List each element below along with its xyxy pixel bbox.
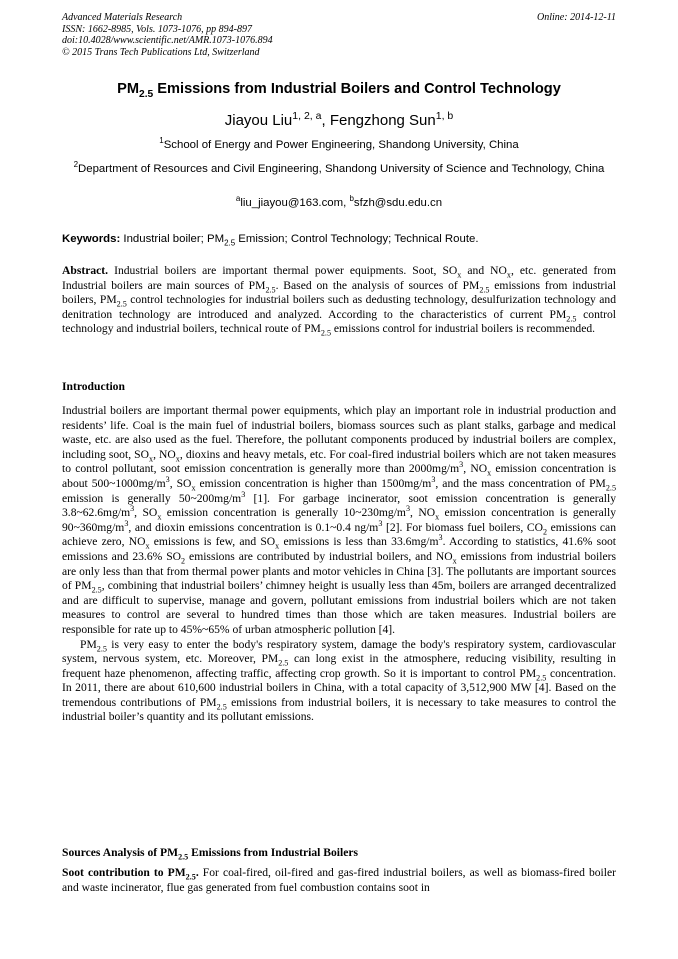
paragraph-text: , SO bbox=[169, 476, 192, 490]
subscript: 2.5 bbox=[320, 328, 332, 338]
author-1-sup: 1, 2, a bbox=[292, 110, 322, 122]
paragraph-text: For coal-fired, oil-fired and gas-fired industrial boilers, as well as biomass-fired boiler and waste incinerator, flue gas generated from fuel combustion contains soot in bbox=[62, 866, 616, 894]
subscript: 2 bbox=[542, 527, 548, 537]
heading-text: Sources Analysis of PM bbox=[62, 846, 179, 859]
abstract-text: Industrial boilers are important thermal power equipments. Soot, SO bbox=[108, 264, 458, 277]
section-heading-introduction: Introduction bbox=[62, 380, 125, 393]
affiliation-2-text: Department of Resources and Civil Engineering, Shandong University of Science and Technology, China bbox=[78, 163, 605, 175]
superscript: 3 bbox=[405, 504, 411, 514]
superscript: 3 bbox=[431, 475, 436, 485]
paragraph-text: can long exist in the atmosphere, reducing visibility, resulting in frequent haze phenomenon, affecting traffic, affecting crop growth. So it is important to control PM bbox=[62, 652, 616, 680]
paragraph-text: [2]. For biomass fuel boilers, CO bbox=[382, 520, 543, 534]
superscript: 3 bbox=[438, 533, 443, 543]
paragraph-text: emissions from industrial boilers are only less than that from thermal power plants and motor vehicles in China [3]. The pollutants are important sources of PM bbox=[62, 549, 617, 593]
section-heading-sources bbox=[62, 846, 359, 862]
subscript: x bbox=[145, 541, 150, 551]
email-b: sfzh@sdu.edu.cn bbox=[353, 197, 443, 209]
affiliation-1 bbox=[60, 138, 618, 152]
paper-title bbox=[40, 81, 638, 100]
issn-line: ISSN: 1662-8985, Vols. 1073-1076, pp 894-897 bbox=[62, 23, 252, 35]
label-text: Soot contribution to PM bbox=[62, 866, 186, 879]
email-b-sup: b bbox=[349, 194, 354, 204]
paragraph-text: , and dioxin emissions concentration is 0.1~0.4 ng/m bbox=[128, 520, 379, 534]
keywords bbox=[62, 233, 616, 248]
paragraph-text: , NO bbox=[463, 462, 488, 476]
subscript: 2.5 bbox=[91, 585, 102, 595]
abstract-text: and NO bbox=[461, 264, 507, 277]
copyright-line: © 2015 Trans Tech Publications Ltd, Switzerland bbox=[62, 46, 260, 58]
superscript: 3 bbox=[378, 518, 383, 528]
subscript: 2.5 bbox=[96, 643, 107, 653]
paragraph-text: is very easy to enter the body's respiratory system, damage the body's respiratory system, cardiovascular system, nervous system, etc. Moreover, PM bbox=[62, 637, 616, 666]
email-a-sup: a bbox=[235, 194, 241, 204]
label-subscript: 2.5 bbox=[185, 872, 196, 882]
subscript: 2.5 bbox=[479, 284, 490, 294]
title-text: PM bbox=[117, 81, 140, 97]
paragraph-text: , dioxins and heavy metals, etc. For coal-fired industrial boilers which are not taken measures to control pollutant, soot emission concentration is generally more than 2000mg/m bbox=[62, 447, 617, 476]
paragraph-text: , SO bbox=[134, 506, 158, 520]
paragraph-text: Industrial boilers are important thermal power equipments, which play an important role in industrial production and residents’ life. Coal is the main fuel of industrial boilers, biomass sources such as plant stalks, garbage and medical waste, etc. are also used as the fuel. Therefore, the pollutant components produced by industrial boilers are complex, including soot, SO bbox=[62, 404, 616, 461]
author-1: Jiayou Liu bbox=[224, 112, 293, 129]
subscript: x bbox=[452, 556, 457, 566]
keywords-text-rest: Emission; Control Technology; Technical Route. bbox=[235, 233, 479, 245]
subscript: x bbox=[157, 512, 162, 522]
abstract-text: emissions from industrial boilers, PM bbox=[62, 278, 616, 307]
affiliation-2-sup: 2 bbox=[73, 160, 79, 170]
paragraph-text: , NO bbox=[153, 447, 176, 461]
subscript: x bbox=[149, 454, 154, 464]
subscript: 2.5 bbox=[566, 314, 577, 324]
paragraph-text: , and the mass concentration of PM bbox=[435, 476, 606, 490]
author-2-sup: 1, b bbox=[435, 110, 454, 122]
affiliation-1-sup: 1 bbox=[159, 136, 164, 146]
title-subscript: 2.5 bbox=[139, 88, 154, 100]
author-list bbox=[40, 112, 638, 129]
journal-name: Advanced Materials Research bbox=[62, 12, 183, 23]
paragraph-text: emissions can achieve zero, NO bbox=[62, 520, 616, 549]
subscript: 2.5 bbox=[605, 483, 617, 493]
email-a: liu_jiayou@163.com bbox=[240, 197, 344, 209]
author-separator: , bbox=[321, 112, 330, 129]
paragraph-text: emission concentration is generally 10~230mg/m bbox=[161, 506, 406, 520]
paragraph-text: emissions from industrial boilers, it is necessary to take measures to control the industrial boiler’s quantity and its pollutant emissions. bbox=[62, 695, 617, 724]
subscript: 2 bbox=[181, 556, 186, 566]
superscript: 3 bbox=[124, 518, 129, 528]
affiliation-2 bbox=[60, 162, 618, 176]
heading-subscript: 2.5 bbox=[178, 852, 189, 862]
abstract-text: . Based on the analysis of sources of PM bbox=[275, 278, 480, 292]
paragraph-text: emission concentration is generally 90~360mg/m bbox=[62, 506, 616, 534]
doi-line: doi:10.4028/www.scientific.net/AMR.1073-1076.894 bbox=[62, 35, 273, 46]
paragraph-text: emission concentration is higher than 1500mg/m bbox=[195, 476, 432, 490]
abstract-label: Abstract. bbox=[62, 264, 109, 277]
affiliation-1-text: School of Energy and Power Engineering, Shandong University, China bbox=[163, 139, 519, 151]
subscript: 2.5 bbox=[265, 284, 276, 294]
paragraph-text: , NO bbox=[410, 506, 436, 520]
subscript: x bbox=[487, 468, 492, 478]
abstract bbox=[62, 264, 616, 337]
title-text-rest: Emissions from Industrial Boilers and Control Technology bbox=[153, 81, 561, 97]
abstract-text: control technologies for industrial boilers such as dedusting technology, desulfurization technology and denitration technology are introduced and analyzed. According to the characteristics of current PM bbox=[62, 293, 616, 321]
intro-paragraph-2 bbox=[62, 638, 616, 726]
label-text-rest: . bbox=[195, 866, 199, 879]
email-separator: , bbox=[343, 197, 350, 209]
superscript: 3 bbox=[130, 504, 135, 514]
soot-label bbox=[62, 866, 199, 882]
intro-paragraph-1 bbox=[62, 404, 616, 638]
paragraph-text: . According to statistics, 41.6% soot emissions and 23.6% SO bbox=[62, 535, 617, 563]
superscript: 3 bbox=[459, 460, 464, 470]
subscript: x bbox=[191, 483, 196, 493]
paragraph-text: emissions is few, and SO bbox=[149, 535, 276, 549]
paragraph-text: emission concentration is about 500~1000mg/m bbox=[62, 462, 616, 490]
paragraph-text: [1]. For garbage incinerator, soot emission concentration is generally 3.8~62.6mg/m bbox=[62, 491, 617, 520]
paragraph-text: emission is generally 50~200mg/m bbox=[62, 491, 242, 505]
online-date: Online: 2014-12-11 bbox=[537, 12, 616, 23]
keywords-label: Keywords: bbox=[62, 233, 121, 245]
subscript: x bbox=[435, 512, 440, 522]
subscript: x bbox=[506, 270, 511, 280]
superscript: 3 bbox=[241, 489, 246, 499]
heading-text-rest: Emissions from Industrial Boilers bbox=[188, 846, 359, 859]
subscript: x bbox=[175, 454, 180, 464]
introduction-body bbox=[62, 404, 616, 725]
subscript: x bbox=[275, 541, 280, 551]
keywords-text: Industrial boiler; PM bbox=[120, 233, 225, 245]
paragraph-text: emissions are contributed by industrial boilers, and NO bbox=[185, 549, 453, 563]
abstract-text: control technology and industrial boilers, technical route of PM bbox=[62, 307, 616, 336]
author-2: Fengzhong Sun bbox=[329, 112, 436, 129]
paragraph-text: PM bbox=[80, 637, 97, 651]
subscript: 2.5 bbox=[116, 299, 127, 309]
paragraph-text: emissions is less than 33.6mg/m bbox=[279, 535, 439, 549]
paragraph-text: concentration. In 2011, there are about 610,600 industrial boilers in China, with a total capacity of 3,512,900 MW [4]. Based on the tremendous contributions of PM bbox=[62, 666, 616, 709]
superscript: 3 bbox=[165, 475, 170, 485]
abstract-text: , etc. generated from Industrial boilers are main sources of PM bbox=[62, 264, 616, 292]
subscript: x bbox=[457, 270, 462, 280]
keywords-subscript: 2.5 bbox=[224, 238, 236, 248]
author-emails bbox=[60, 196, 618, 210]
soot-paragraph bbox=[62, 866, 616, 895]
subscript: 2.5 bbox=[216, 702, 227, 712]
running-header bbox=[62, 12, 616, 58]
paragraph-text: , combining that industrial boilers’ chimney height is usually less than 45m, boilers are arranged decentralized and are difficult to supervise, manage and govern, pollutant emissions from industrial boilers which are not taken measures to control are several to hundred times than those which are taken measures. Industrial boilers are responsible for rate up to 45%~65% of urban atmospheric pollution [4]. bbox=[62, 579, 616, 636]
subscript: 2.5 bbox=[536, 673, 547, 682]
abstract-text: emissions control for industrial boilers is recommended. bbox=[331, 322, 596, 336]
subscript: 2.5 bbox=[278, 658, 289, 668]
